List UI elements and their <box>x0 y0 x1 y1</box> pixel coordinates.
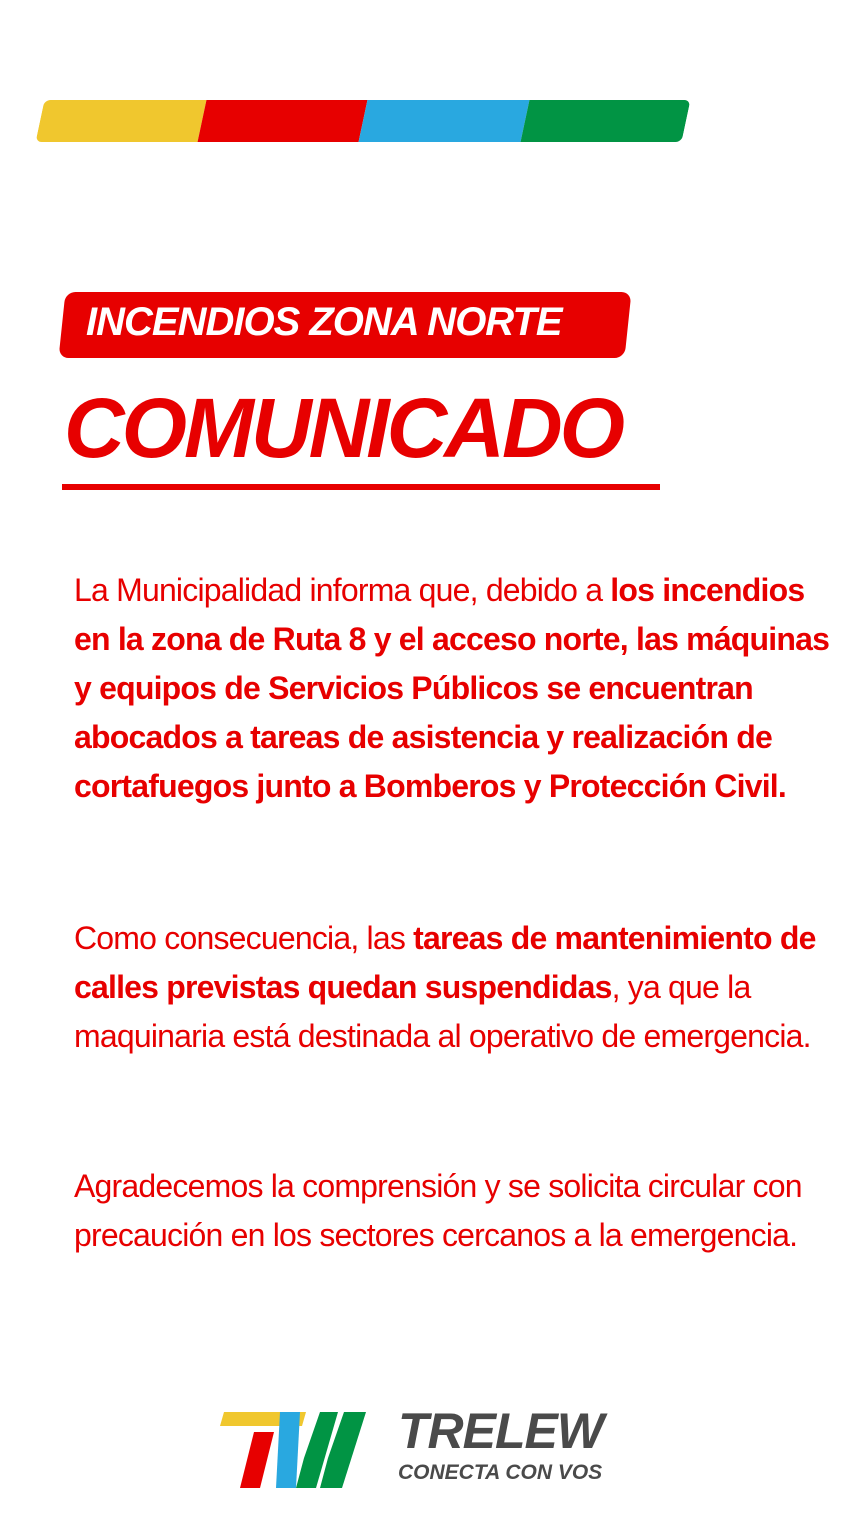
color-stripe-banner <box>36 100 691 142</box>
topic-tag: INCENDIOS ZONA NORTE <box>86 300 562 344</box>
color-stripe-green <box>520 100 690 142</box>
color-stripe-yellow <box>36 100 206 142</box>
brand-slogan: CONECTA CON VOS <box>398 1461 603 1484</box>
brand-name: TRELEW <box>398 1403 604 1459</box>
title-underline <box>62 484 660 490</box>
paragraph-highlight: tareas de mantenimiento de calles previstas quedan suspendidas <box>74 920 816 1005</box>
paragraph-highlight: los incendios en la zona de Ruta 8 y el acceso norte, las máquinas y equipos de Servicios Públicos se encuentran abocados a tareas de asistencia y realización de cortafuegos junto a Bomberos y Protección Civil. <box>74 572 830 804</box>
paragraph-thanks: Agradecemos la comprensión y se solicita circular con precaución en los sectores cercanos a la emergencia. <box>74 1168 802 1253</box>
color-stripe-red <box>197 100 367 142</box>
color-stripe-blue <box>359 100 529 142</box>
paragraph-text: La Municipalidad informa que, debido a <box>74 572 611 608</box>
paragraph-announcement <box>74 566 834 811</box>
paragraph-consequence <box>74 914 834 1061</box>
paragraph-text: , ya que la maquinaria está destinada al operativo de emergencia. <box>74 969 811 1054</box>
page-title: COMUNICADO <box>64 381 622 475</box>
paragraph-text: Como consecuencia, las <box>74 920 414 956</box>
